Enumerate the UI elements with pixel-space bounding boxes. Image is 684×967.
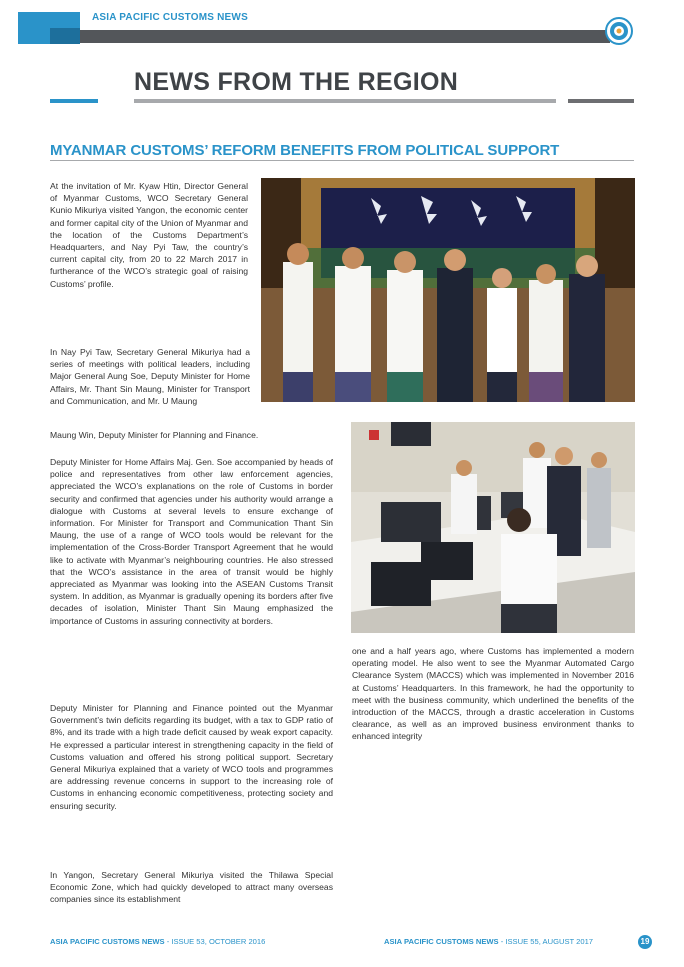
paragraph-yangon: In Yangon, Secretary General Mikuriya visited the Thilawa Special Economic Zone, which had quickly developed to attract many overseas companies since its establishment bbox=[50, 870, 333, 905]
paragraph-planning-finance: Deputy Minister for Planning and Finance pointed out the Myanmar Government’s twin deficits regarding its budget, with a tax to GDP ratio of 8%, and its trade with a high trade deficit caused by weak export capacity. He expressed a particular interest in strengthening capacity in the field of Customs valuation and offered his strong political support. Secretary General Mikuriya explained that a variety of WCO tools and programmes are addressing revenue concerns in support to the increasing role of Customs in enhancing economic competitiveness, protecting society and ensuring security. bbox=[50, 703, 333, 811]
section-rule-gap bbox=[98, 99, 134, 103]
office-photo bbox=[351, 422, 635, 633]
article-title-rule bbox=[50, 160, 634, 161]
section-rule bbox=[50, 99, 634, 103]
publication-title: ASIA PACIFIC CUSTOMS NEWS bbox=[92, 12, 248, 23]
paragraph-meetings: In Nay Pyi Taw, Secretary General Mikuriya had a series of meetings with political leaders, including Major General Aung Soe, Deputy Minister for Home Affairs, Mr. Thant Sin Maung, Minister for Transport and Communication, and Mr. U Maung bbox=[50, 347, 250, 406]
footer-left bbox=[50, 937, 265, 946]
article-title: MYANMAR CUSTOMS’ REFORM BENEFITS FROM POLITICAL SUPPORT bbox=[50, 142, 560, 159]
paragraph-home-affairs: Deputy Minister for Home Affairs Maj. Gen. Soe accompanied by heads of police and representatives from other law enforcement agencies, appreciated the WCO’s explanations on the role of Customs in border security and confirmed that agencies under his authority would arrange a dialogue with Customs at several levels to ensure exchange of information. For Minister for Transport and Communication Thant Sin Maung, the use of a range of WCO tools would be relevant for the implementation of the Cross-Border Transport Agreement that he would like to activate with Myanmar’s neighbouring countries. He also stressed that the WCO’s assistance in the area of transit would be highly appreciated as Myanmar was looking into the ASEAN Customs Transit system. In addition, as Myanmar is gradually opening its borders after five decades of isolation, Minister Thant Sin Maung emphasized the importance of Customs in assuring connectivity at borders. bbox=[50, 457, 333, 626]
section-rule-end bbox=[568, 99, 634, 103]
header-bar bbox=[80, 30, 610, 43]
footer-left-issue: - ISSUE 53, OCTOBER 2016 bbox=[164, 937, 266, 946]
paragraph-meetings-cont: Maung Win, Deputy Minister for Planning and Finance. bbox=[50, 430, 259, 440]
footer-right bbox=[384, 937, 593, 946]
section-rule-accent bbox=[50, 99, 98, 103]
header-accent-shade bbox=[50, 28, 80, 44]
footer-left-publication: ASIA PACIFIC CUSTOMS NEWS bbox=[50, 937, 165, 946]
wco-logo-icon bbox=[604, 16, 634, 46]
section-rule-gap bbox=[556, 99, 568, 103]
paragraph-yangon-cont: one and a half years ago, where Customs has implemented a modern operating model. He also went to see the Myanmar Automated Cargo Clearance System (MACCS) which was implemented in November 2016 at Customs’ Headquarters. In this framework, he had the opportunity to meet with the business community, which underlined the benefits of the introduction of the MACCS, through a drastic acceleration in Customs clearance, as well as an improved business environment thanks to enhanced integrity bbox=[352, 646, 634, 742]
paragraph-intro: At the invitation of Mr. Kyaw Htin, Director General of Myanmar Customs, WCO Secretary General Kunio Mikuriya visited Yangon, the economic center and former capital city of the Union of Myanmar and the location of the Customs Department’s Headquarters, and Nay Pyi Taw, the country’s current capital city, from 20 to 22 March 2017 in furtherance of the WCO’s strategic goal of raising Customs’ profile. bbox=[50, 181, 248, 289]
section-title: NEWS FROM THE REGION bbox=[134, 68, 459, 96]
footer-right-issue: - ISSUE 55, AUGUST 2017 bbox=[498, 937, 594, 946]
group-photo bbox=[261, 178, 635, 402]
page-number: 19 bbox=[638, 935, 652, 949]
footer-right-publication: ASIA PACIFIC CUSTOMS NEWS bbox=[384, 937, 499, 946]
